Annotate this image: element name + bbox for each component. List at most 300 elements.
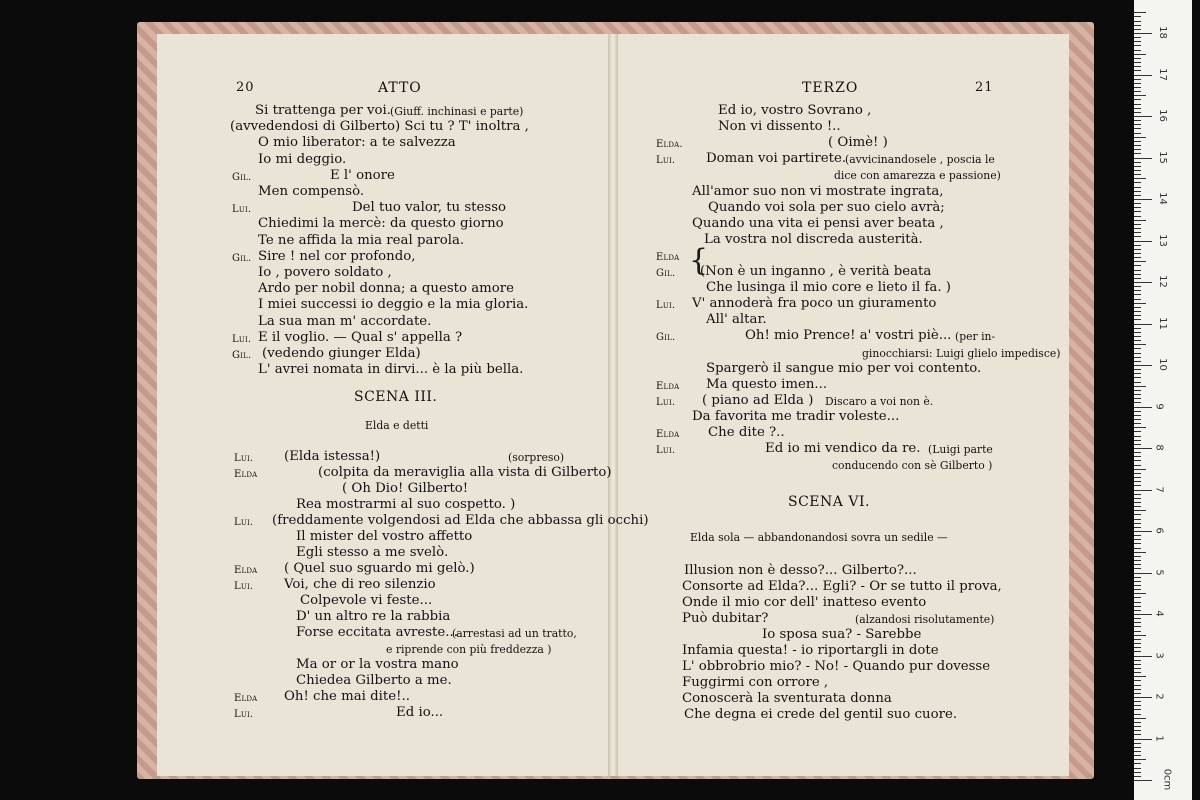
verse-line: Oh! mio Prence! a' vostri piè... bbox=[745, 328, 952, 344]
speaker-label: Gil. bbox=[656, 268, 676, 279]
verse-line: Ardo per nobil donna; a questo amore bbox=[258, 281, 515, 297]
ruler-tick bbox=[1134, 166, 1141, 167]
verse-line: Conoscerà la sventurata donna bbox=[682, 691, 892, 706]
verse-line: ( Oimè! ) bbox=[828, 135, 888, 151]
verse-line: (Elda istessa!) bbox=[284, 449, 381, 464]
ruler-tick bbox=[1134, 768, 1141, 769]
ruler-tick bbox=[1134, 452, 1141, 453]
verse-line: Che dite ?.. bbox=[708, 425, 785, 440]
ruler-tick bbox=[1134, 141, 1141, 142]
verse-line: Ma or or la vostra mano bbox=[296, 657, 459, 672]
ruler-tick bbox=[1134, 315, 1141, 316]
ruler-tick bbox=[1134, 407, 1152, 408]
ruler-tick bbox=[1134, 324, 1152, 325]
verse-line: E l' onore bbox=[330, 167, 395, 183]
ruler-tick bbox=[1134, 282, 1152, 283]
speaker-label: Elda bbox=[656, 380, 680, 392]
verse-line: Ed io... bbox=[396, 705, 444, 720]
ruler-tick bbox=[1134, 62, 1141, 63]
ruler-tick bbox=[1134, 377, 1141, 378]
verse-line: Del tuo valor, tu stesso bbox=[352, 200, 507, 216]
speaker-label: Elda. bbox=[656, 139, 683, 151]
ruler-tick bbox=[1134, 191, 1141, 192]
verse-line: Illusion non è desso?... Gilberto?... bbox=[684, 563, 917, 578]
ruler-tick bbox=[1134, 697, 1152, 698]
ruler-tick bbox=[1134, 660, 1141, 661]
ruler-tick bbox=[1134, 91, 1141, 92]
ruler-tick bbox=[1134, 465, 1141, 466]
verse-line: L' avrei nomata in dirvi... è la più bella. bbox=[258, 362, 524, 378]
ruler-tick bbox=[1134, 390, 1141, 391]
verse-line: Da favorita me tradir voleste... bbox=[692, 408, 900, 424]
ruler-tick bbox=[1134, 763, 1141, 764]
ruler-tick bbox=[1134, 705, 1141, 706]
ruler-tick bbox=[1134, 460, 1141, 461]
ruler-tick bbox=[1134, 245, 1141, 246]
speaker-label: Gil. bbox=[232, 350, 252, 361]
ruler-tick bbox=[1134, 299, 1141, 300]
stage-direction: e riprende con più freddezza ) bbox=[386, 643, 552, 656]
ruler-tick bbox=[1134, 232, 1141, 233]
ruler-label: 10 bbox=[1156, 358, 1168, 371]
verse-line: I miei successi io deggio e la mia gloria. bbox=[258, 297, 529, 313]
verse-line: All' altar. bbox=[706, 312, 767, 328]
ruler-label: 15 bbox=[1156, 150, 1168, 164]
ruler-tick bbox=[1134, 718, 1146, 719]
ruler-tick bbox=[1134, 498, 1141, 499]
stage-direction: conducendo con sè Gilberto ) bbox=[832, 459, 993, 473]
ruler-tick bbox=[1134, 448, 1152, 449]
ruler-tick bbox=[1134, 319, 1141, 320]
ruler-tick bbox=[1134, 431, 1141, 432]
ruler-tick bbox=[1134, 494, 1141, 495]
verse-line: Quando voi sola per suo cielo avrà; bbox=[708, 199, 945, 215]
scena-cast: Elda sola — abbandonandosi sovra un sedile — bbox=[690, 531, 948, 544]
ruler-tick bbox=[1134, 224, 1141, 225]
ruler-tick bbox=[1134, 174, 1141, 175]
ruler-tick bbox=[1134, 253, 1141, 254]
ruler-tick bbox=[1134, 519, 1141, 520]
stage-direction: (per in- bbox=[955, 330, 996, 344]
ruler-tick bbox=[1134, 99, 1141, 100]
ruler-tick bbox=[1134, 440, 1141, 441]
ruler-tick bbox=[1134, 195, 1141, 196]
ruler-tick bbox=[1134, 199, 1152, 200]
ruler-tick bbox=[1134, 626, 1141, 627]
ruler-tick bbox=[1134, 95, 1146, 96]
ruler-label: 6 bbox=[1153, 527, 1165, 534]
right-running-head: TERZO bbox=[802, 80, 859, 96]
ruler-tick bbox=[1134, 25, 1141, 26]
ruler-tick bbox=[1134, 344, 1146, 345]
verse-line: Infamia questa! - io riportargli in dote bbox=[682, 643, 939, 658]
ruler-tick bbox=[1134, 643, 1141, 644]
verse-line: Ed io mi vendico da re. bbox=[765, 441, 921, 457]
scena-cast: Elda e detti bbox=[365, 419, 429, 432]
ruler-tick bbox=[1134, 535, 1141, 536]
ruler-tick bbox=[1134, 747, 1141, 748]
ruler-tick bbox=[1134, 402, 1141, 403]
ruler-tick bbox=[1134, 79, 1141, 80]
speaker-label: Gil. bbox=[656, 332, 676, 344]
ruler-tick bbox=[1134, 83, 1141, 84]
verse-line: E il voglio. — Qual s' appella ? bbox=[258, 329, 463, 345]
left-running-head: ATTO bbox=[378, 80, 422, 96]
ruler-tick bbox=[1134, 365, 1152, 366]
ruler-tick bbox=[1134, 701, 1141, 702]
ruler-tick bbox=[1134, 21, 1141, 22]
ruler-tick bbox=[1134, 286, 1141, 287]
verse-line: Men compensò. bbox=[258, 184, 365, 199]
stage-direction: dice con amarezza e passione) bbox=[834, 169, 1001, 183]
ruler-tick bbox=[1134, 270, 1141, 271]
speaker-label: Lui. bbox=[234, 517, 254, 528]
speaker-label: Elda bbox=[656, 429, 680, 440]
speaker-label: Elda bbox=[234, 693, 258, 704]
ruler-tick bbox=[1134, 58, 1141, 59]
ruler-tick bbox=[1134, 328, 1141, 329]
ruler-tick bbox=[1134, 265, 1141, 266]
ruler-tick bbox=[1134, 261, 1146, 262]
ruler-tick bbox=[1134, 622, 1141, 623]
verse-line: Chiedea Gilberto a me. bbox=[296, 673, 452, 688]
ruler-tick bbox=[1134, 104, 1141, 105]
stage-direction: (alzandosi risolutamente) bbox=[855, 613, 995, 626]
verse-line: (avvedendosi di Gilberto) Sci tu ? T' inoltra , bbox=[230, 119, 529, 135]
ruler-label: 17 bbox=[1156, 67, 1168, 81]
ruler-tick bbox=[1134, 415, 1141, 416]
left-page-number: 20 bbox=[236, 80, 255, 95]
ruler-tick bbox=[1134, 274, 1141, 275]
speaker-label: Elda bbox=[234, 565, 258, 576]
ruler-tick bbox=[1134, 473, 1141, 474]
ruler-tick bbox=[1134, 539, 1141, 540]
ruler-label: 3 bbox=[1153, 651, 1165, 659]
ruler-tick bbox=[1134, 680, 1141, 681]
ruler-label: 9 bbox=[1153, 402, 1165, 410]
speaker-label: Lui. bbox=[656, 300, 676, 312]
ruler-tick bbox=[1134, 714, 1141, 715]
ruler-tick bbox=[1134, 241, 1152, 242]
ruler-tick bbox=[1134, 618, 1141, 619]
verse-line: All'amor suo non vi mostrate ingrata, bbox=[692, 183, 944, 199]
ruler-tick bbox=[1134, 597, 1141, 598]
ruler-label: 4 bbox=[1153, 610, 1165, 617]
ruler-tick bbox=[1134, 216, 1141, 217]
verse-line: Oh! che mai dite!.. bbox=[284, 689, 410, 704]
ruler-tick bbox=[1134, 606, 1141, 607]
ruler-tick bbox=[1134, 548, 1141, 549]
verse-line: (freddamente volgendosi ad Elda che abbassa gli occhi) bbox=[272, 513, 649, 528]
verse-line: (Non è un inganno , è verità beata bbox=[700, 264, 932, 279]
ruler-tick bbox=[1134, 564, 1141, 565]
ruler-tick bbox=[1134, 228, 1141, 229]
verse-line: Colpevole vi feste... bbox=[300, 593, 433, 608]
verse-line: (colpita da meraviglia alla vista di Gilberto) bbox=[318, 465, 612, 480]
ruler-tick bbox=[1134, 573, 1152, 574]
ruler-tick bbox=[1134, 33, 1152, 34]
ruler-tick bbox=[1134, 128, 1141, 129]
ruler-tick bbox=[1134, 693, 1141, 694]
speaker-label: Lui. bbox=[656, 155, 676, 167]
verse-line: V' annoderà fra poco un giuramento bbox=[692, 296, 937, 312]
speaker-label: Elda bbox=[234, 469, 258, 480]
ruler-tick bbox=[1134, 290, 1141, 291]
speaker-label: Lui. bbox=[656, 445, 676, 457]
ruler-tick bbox=[1134, 133, 1141, 134]
ruler-tick bbox=[1134, 207, 1141, 208]
ruler-tick bbox=[1134, 203, 1141, 204]
ruler-tick bbox=[1134, 543, 1141, 544]
ruler-tick bbox=[1134, 220, 1146, 221]
ruler-label: 0cm bbox=[1161, 768, 1173, 791]
right-page-number: 21 bbox=[975, 80, 994, 95]
verse-line: O mio liberator: a te salvezza bbox=[258, 135, 456, 151]
ruler-tick bbox=[1134, 523, 1141, 524]
ruler-tick bbox=[1134, 469, 1146, 470]
verse-line: ( piano ad Elda ) bbox=[702, 392, 814, 408]
ruler-tick bbox=[1134, 182, 1141, 183]
ruler-tick bbox=[1134, 249, 1141, 250]
ruler-tick bbox=[1134, 656, 1152, 657]
book-gutter bbox=[608, 34, 618, 776]
ruler-tick bbox=[1134, 108, 1141, 109]
ruler-label: 13 bbox=[1156, 233, 1168, 247]
ruler-tick bbox=[1134, 631, 1141, 632]
verse-line: Rea mostrarmi al suo cospetto. ) bbox=[296, 497, 516, 512]
ruler-tick bbox=[1134, 726, 1141, 727]
verse-line: Io sposa sua? - Sarebbe bbox=[762, 627, 922, 642]
ruler-tick bbox=[1134, 776, 1141, 777]
ruler-tick bbox=[1134, 419, 1141, 420]
ruler-tick bbox=[1134, 651, 1141, 652]
speaker-label: Elda bbox=[656, 251, 680, 263]
verse-line: Onde il mio cor dell' inatteso evento bbox=[682, 595, 927, 610]
verse-line: Che degna ei crede del gentil suo cuore. bbox=[684, 707, 958, 722]
verse-line: (vedendo giunger Elda) bbox=[262, 346, 421, 361]
ruler-tick bbox=[1134, 672, 1141, 673]
verse-line: Si trattenga per voi. bbox=[255, 103, 391, 118]
stage-direction: ginocchiarsi: Luigi glielo impedisce) bbox=[862, 346, 1061, 360]
ruler-tick bbox=[1134, 602, 1141, 603]
ruler-tick bbox=[1134, 294, 1141, 295]
ruler-tick bbox=[1134, 664, 1141, 665]
ruler-tick bbox=[1134, 502, 1141, 503]
verse-line: Quando una vita ei pensi aver beata , bbox=[692, 215, 944, 231]
verse-line: Spargerò il sangue mio per voi contento. bbox=[706, 360, 982, 376]
ruler-label: 11 bbox=[1156, 316, 1168, 330]
verse-line: La sua man m' accordate. bbox=[258, 313, 432, 329]
speaker-label: Gil. bbox=[232, 252, 252, 264]
ruler-tick bbox=[1134, 485, 1141, 486]
speaker-label: Lui. bbox=[232, 204, 252, 216]
ruler-tick bbox=[1134, 178, 1146, 179]
verse-line: Chiedimi la mercè: da questo giorno bbox=[258, 216, 504, 232]
ruler-tick bbox=[1134, 635, 1146, 636]
ruler-tick bbox=[1134, 50, 1141, 51]
ruler-tick bbox=[1134, 116, 1152, 117]
ruler-tick bbox=[1134, 490, 1152, 491]
ruler-tick bbox=[1134, 112, 1141, 113]
ruler-tick bbox=[1134, 552, 1146, 553]
ruler-tick bbox=[1134, 477, 1141, 478]
ruler-label: 5 bbox=[1153, 568, 1165, 576]
ruler-tick bbox=[1134, 585, 1141, 586]
ruler-tick bbox=[1134, 357, 1141, 358]
ruler-tick bbox=[1134, 514, 1141, 515]
ruler-tick bbox=[1134, 348, 1141, 349]
ruler-tick bbox=[1134, 423, 1141, 424]
ruler-tick bbox=[1134, 41, 1141, 42]
ruler-tick bbox=[1134, 593, 1146, 594]
ruler-tick bbox=[1134, 398, 1141, 399]
verse-line: Voi, che di reo silenzio bbox=[284, 577, 436, 592]
ruler-tick bbox=[1134, 45, 1141, 46]
ruler-tick bbox=[1134, 610, 1141, 611]
ruler-tick bbox=[1134, 647, 1141, 648]
ruler-tick bbox=[1134, 444, 1141, 445]
verse-line: L' obbrobrio mio? - No! - Quando pur dovesse bbox=[682, 659, 991, 674]
ruler-tick bbox=[1134, 137, 1146, 138]
ruler-tick bbox=[1134, 386, 1146, 387]
verse-line: Egli stesso a me svelò. bbox=[296, 545, 449, 560]
scena-heading: SCENA III. bbox=[354, 389, 438, 405]
ruler-tick bbox=[1134, 16, 1141, 17]
ruler-tick bbox=[1134, 614, 1152, 615]
ruler-tick bbox=[1134, 149, 1141, 150]
ruler-tick bbox=[1134, 278, 1141, 279]
ruler-tick bbox=[1134, 66, 1141, 67]
ruler-tick bbox=[1134, 527, 1141, 528]
ruler-tick bbox=[1134, 153, 1141, 154]
ruler-tick bbox=[1134, 589, 1141, 590]
ruler-tick bbox=[1134, 436, 1141, 437]
ruler-tick bbox=[1134, 211, 1141, 212]
verse-line: Non vi dissento !.. bbox=[718, 119, 841, 135]
ruler-tick bbox=[1134, 734, 1141, 735]
ruler-tick bbox=[1134, 124, 1141, 125]
speaker-label: Gil. bbox=[232, 171, 252, 183]
ruler-tick bbox=[1134, 340, 1141, 341]
stage-direction: (Luigi parte bbox=[928, 443, 993, 457]
ruler-tick bbox=[1134, 54, 1146, 55]
ruler-tick bbox=[1134, 481, 1141, 482]
ruler-tick bbox=[1134, 689, 1141, 690]
ruler-tick bbox=[1134, 639, 1141, 640]
ruler-tick bbox=[1134, 560, 1141, 561]
ruler-label: 8 bbox=[1153, 444, 1165, 451]
ruler-tick bbox=[1134, 145, 1141, 146]
ruler-tick bbox=[1134, 709, 1141, 710]
ruler-tick bbox=[1134, 336, 1141, 337]
ruler-tick bbox=[1134, 158, 1152, 159]
ruler-tick bbox=[1134, 456, 1141, 457]
ruler-tick bbox=[1134, 581, 1141, 582]
ruler-tick bbox=[1134, 382, 1141, 383]
measuring-ruler bbox=[1134, 0, 1192, 800]
ruler-tick bbox=[1134, 236, 1141, 237]
verse-line: Sire ! nel cor profondo, bbox=[258, 248, 416, 264]
ruler-tick bbox=[1134, 739, 1152, 740]
ruler-tick bbox=[1134, 780, 1152, 781]
speaker-label: Lui. bbox=[234, 581, 254, 592]
ruler-tick bbox=[1134, 170, 1141, 171]
ruler-tick bbox=[1134, 772, 1141, 773]
verse-line: Io mi deggio. bbox=[258, 151, 347, 167]
ruler-tick bbox=[1134, 577, 1141, 578]
ruler-tick bbox=[1134, 506, 1141, 507]
stage-direction: (avvicinandosele , poscia le bbox=[845, 153, 995, 167]
ruler-tick bbox=[1134, 120, 1141, 121]
ruler-tick bbox=[1134, 722, 1141, 723]
ruler-tick bbox=[1134, 730, 1141, 731]
stage-direction: (arrestasi ad un tratto, bbox=[452, 627, 577, 640]
ruler-label: 14 bbox=[1156, 192, 1168, 205]
ruler-tick bbox=[1134, 556, 1141, 557]
verse-line: D' un altro re la rabbia bbox=[296, 609, 451, 624]
verse-line: Forse eccitata avreste... bbox=[296, 625, 458, 640]
ruler-tick bbox=[1134, 373, 1141, 374]
speaker-label: Lui. bbox=[656, 396, 676, 408]
ruler-tick bbox=[1134, 531, 1152, 532]
scena-heading: SCENA VI. bbox=[788, 494, 870, 510]
ruler-label: 18 bbox=[1156, 26, 1168, 39]
ruler-tick bbox=[1134, 685, 1141, 686]
ruler-tick bbox=[1134, 162, 1141, 163]
ruler-tick bbox=[1134, 743, 1141, 744]
verse-line: Io , povero soldato , bbox=[258, 265, 392, 280]
verse-line: Ed io, vostro Sovrano , bbox=[718, 103, 872, 118]
ruler-tick bbox=[1134, 75, 1152, 76]
ruler-tick bbox=[1134, 311, 1141, 312]
verse-line: Può dubitar? bbox=[682, 611, 769, 626]
ruler-tick bbox=[1134, 187, 1141, 188]
ruler-tick bbox=[1134, 307, 1141, 308]
verse-line: ( Quel suo sguardo mi gelò.) bbox=[284, 561, 475, 576]
verse-line: Fuggirmi con orrore , bbox=[682, 675, 829, 690]
ruler-tick bbox=[1134, 12, 1146, 13]
verse-line: Te ne affida la mia real parola. bbox=[258, 232, 465, 248]
verse-line: La vostra nol discreda austerità. bbox=[704, 231, 923, 247]
ruler-tick bbox=[1134, 759, 1146, 760]
ruler-tick bbox=[1134, 29, 1141, 30]
verse-line: Che lusinga il mio core e lieto il fa. ) bbox=[706, 280, 951, 296]
speaker-label: Lui. bbox=[234, 453, 254, 464]
verse-line: Ma questo imen... bbox=[706, 376, 828, 392]
ruler-tick bbox=[1134, 751, 1141, 752]
verse-line: Consorte ad Elda?... Egli? - Or se tutto il prova, bbox=[682, 579, 1002, 594]
ruler-tick bbox=[1134, 568, 1141, 569]
ruler-tick bbox=[1134, 755, 1141, 756]
brace-icon: { bbox=[689, 243, 709, 278]
stage-direction: (Giuff. inchinasi e parte) bbox=[390, 105, 524, 118]
stage-direction: Discaro a voi non è. bbox=[825, 394, 934, 408]
ruler-tick bbox=[1134, 70, 1141, 71]
ruler-label: 7 bbox=[1153, 485, 1165, 493]
ruler-tick bbox=[1134, 369, 1141, 370]
speaker-label: Lui. bbox=[234, 709, 254, 720]
ruler-tick bbox=[1134, 87, 1141, 88]
verse-line: Doman voi partirete. bbox=[706, 151, 847, 167]
ruler-tick bbox=[1134, 676, 1146, 677]
speaker-label: Lui. bbox=[232, 333, 252, 345]
ruler-tick bbox=[1134, 427, 1146, 428]
ruler-tick bbox=[1134, 361, 1141, 362]
ruler-tick bbox=[1134, 353, 1141, 354]
verse-line: Il mister del vostro affetto bbox=[296, 529, 473, 544]
ruler-label: 16 bbox=[1156, 109, 1168, 122]
ruler-label: 2 bbox=[1153, 693, 1165, 700]
